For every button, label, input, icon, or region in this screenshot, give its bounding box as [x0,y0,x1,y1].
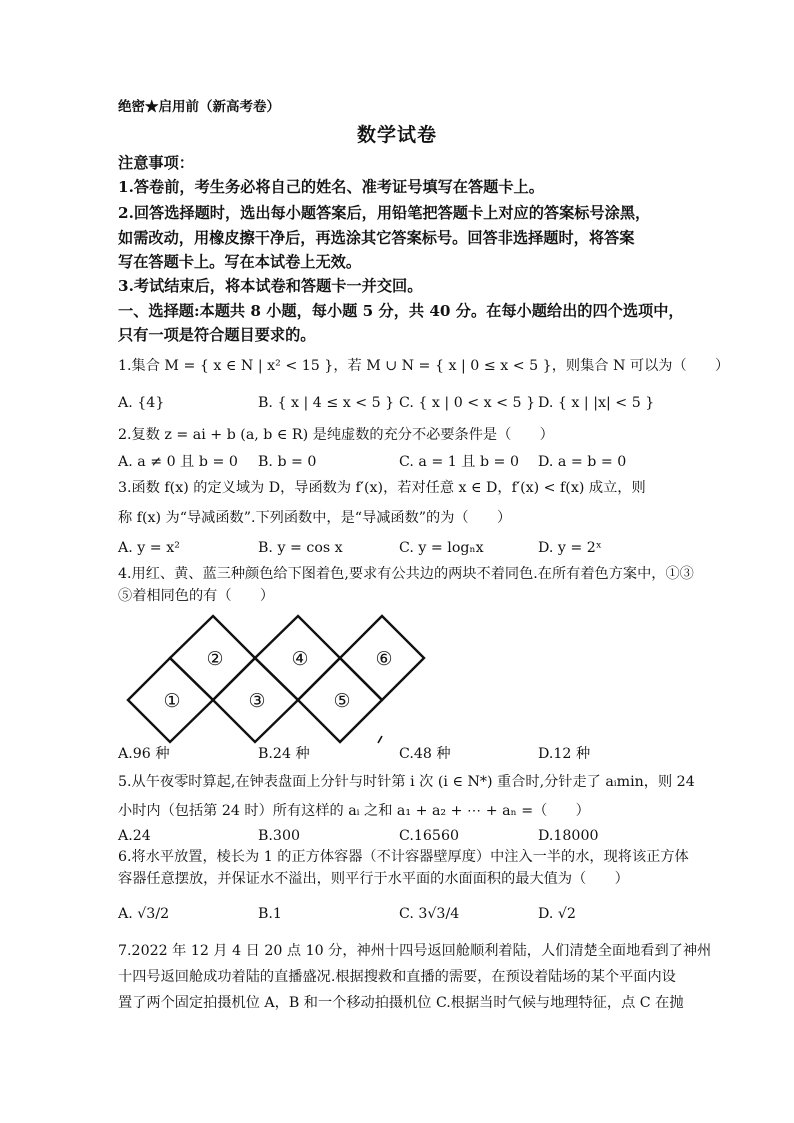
question-2-stem: 2.复数 z = ai + b (a, b ∈ R) 是纯虚数的充分不必要条件是（ ） [118,427,554,443]
option-c: C. a = 1 且 b = 0 [399,454,519,470]
coloring-figure [118,610,438,748]
question-1-options [118,393,655,413]
notes-heading: 注意事项： [118,154,194,172]
label-3: ③ [248,690,266,712]
option-d: D. y = 2ˣ [538,540,602,556]
option-b: B.1 [258,906,282,922]
option-d: D. { x | |x| < 5 } [538,395,655,411]
notes-item-2-line-2: 如需改动，用橡皮擦干净后，再选涂其它答案标号。回答非选择题时，将答案 [118,229,635,247]
option-a: A. √3/2 [118,906,170,922]
question-4-options [118,744,638,764]
question-6-options [118,904,638,924]
question-4-stem-line-1: 4.用红、黄、蓝三种颜色给下图着色,要求有公共边的两块不着同色.在所有着色方案中，①③ [118,566,694,582]
option-b: B. b = 0 [258,454,317,470]
option-b: B. y = cos x [258,540,343,556]
option-c: C. 3√3/4 [399,906,460,922]
notes-item-2-line-3: 写在答题卡上。写在本试卷上无效。 [118,253,361,271]
label-5: ⑤ [333,690,351,712]
notes-item-3: 3.考试结束后，将本试卷和答题卡一并交回。 [118,277,423,295]
label-2: ② [206,648,224,670]
label-4: ④ [291,648,309,670]
question-6-stem-line-1: 6.将水平放置，棱长为 1 的正方体容器（不计容器壁厚度）中注入一半的水，现将该正方体 [118,849,689,865]
option-c: C. y = logₙx [399,540,484,556]
notes-item-1: 1.答卷前，考生务必将自己的姓名、准考证号填写在答题卡上。 [118,178,544,196]
option-a: A.24 [118,828,151,844]
option-c: C.48 种 [399,746,451,762]
option-b: B. { x | 4 ≤ x < 5 } [258,395,395,411]
question-5-stem-line-1: 5.从午夜零时算起,在钟表盘面上分针与时针第 i 次 (i ∈ N*) 重合时,分针走了 aᵢmin，则 24 [118,774,695,790]
question-3-stem-line-1: 3.函数 f(x) 的定义域为 D，导函数为 f′(x)，若对任意 x ∈ D，f′(x) < f(x) 成立，则 [118,480,646,496]
section-heading-line-2: 只有一项是符合题目要求的。 [118,326,316,344]
option-a: A. {4} [118,395,165,411]
label-6: ⑥ [375,648,393,670]
option-a: A. a ≠ 0 且 b = 0 [118,454,238,470]
question-2-options [118,452,638,472]
option-b: B.300 [258,828,301,844]
notes-item-2-line-1: 2.回答选择题时，选出每小题答案后，用铅笔把答题卡上对应的答案标号涂黑， [118,204,651,222]
option-d: D. a = b = 0 [538,454,627,470]
option-a: A. y = x² [118,540,180,556]
page-title: 数学试卷 [356,124,437,146]
section-heading-line-1: 一、选择题:本题共 8 小题，每小题 5 分，共 40 分。在每小题给出的四个选项中， [118,302,684,320]
option-a: A.96 种 [118,746,170,762]
label-1: ① [163,690,181,712]
question-7-stem-line-2: 十四号返回舱成功着陆的直播盛况.根据搜救和直播的需要，在预设着陆场的某个平面内设 [118,969,676,985]
question-7-stem-line-1: 7.2022 年 12 月 4 日 20 点 10 分，神州十四号返回舱顺利着陆，人们清楚全面地看到了神州 [118,943,712,959]
option-c: C. { x | 0 < x < 5 } [399,395,536,411]
question-7-stem-line-3: 置了两个固定拍摄机位 A，B 和一个移动拍摄机位 C.根据当时气候与地理特征，点 C 在抛 [118,995,684,1011]
question-5-options [118,826,638,846]
stray-mark [378,736,382,743]
question-3-options [118,538,638,558]
question-3-stem-line-2: 称 f(x) 为“导减函数”.下列函数中，是“导减函数”的为（ ） [118,510,512,526]
question-6-stem-line-2: 容器任意摆放，并保证水不溢出，则平行于水平面的水面面积的最大值为（ ） [118,871,629,887]
question-5-stem-line-2: 小时内（包括第 24 时）所有这样的 aᵢ 之和 a₁ + a₂ + ⋯ + aₙ =（ ） [118,803,590,819]
option-c: C.16560 [399,828,459,844]
question-4-stem-line-2: ⑤着相同色的有（ ） [118,588,275,604]
option-d: D.18000 [538,828,599,844]
figure-squares [128,616,424,742]
question-1-stem: 1.集合 M = { x ∈ N | x² < 15 }，若 M ∪ N = { x | 0 ≤ x < 5 }，则集合 N 可以为（ ） [118,358,730,374]
option-d: D.12 种 [538,746,591,762]
option-d: D. √2 [538,906,576,922]
secrecy-label: 绝密★启用前（新高考卷） [118,99,280,115]
option-b: B.24 种 [258,746,310,762]
